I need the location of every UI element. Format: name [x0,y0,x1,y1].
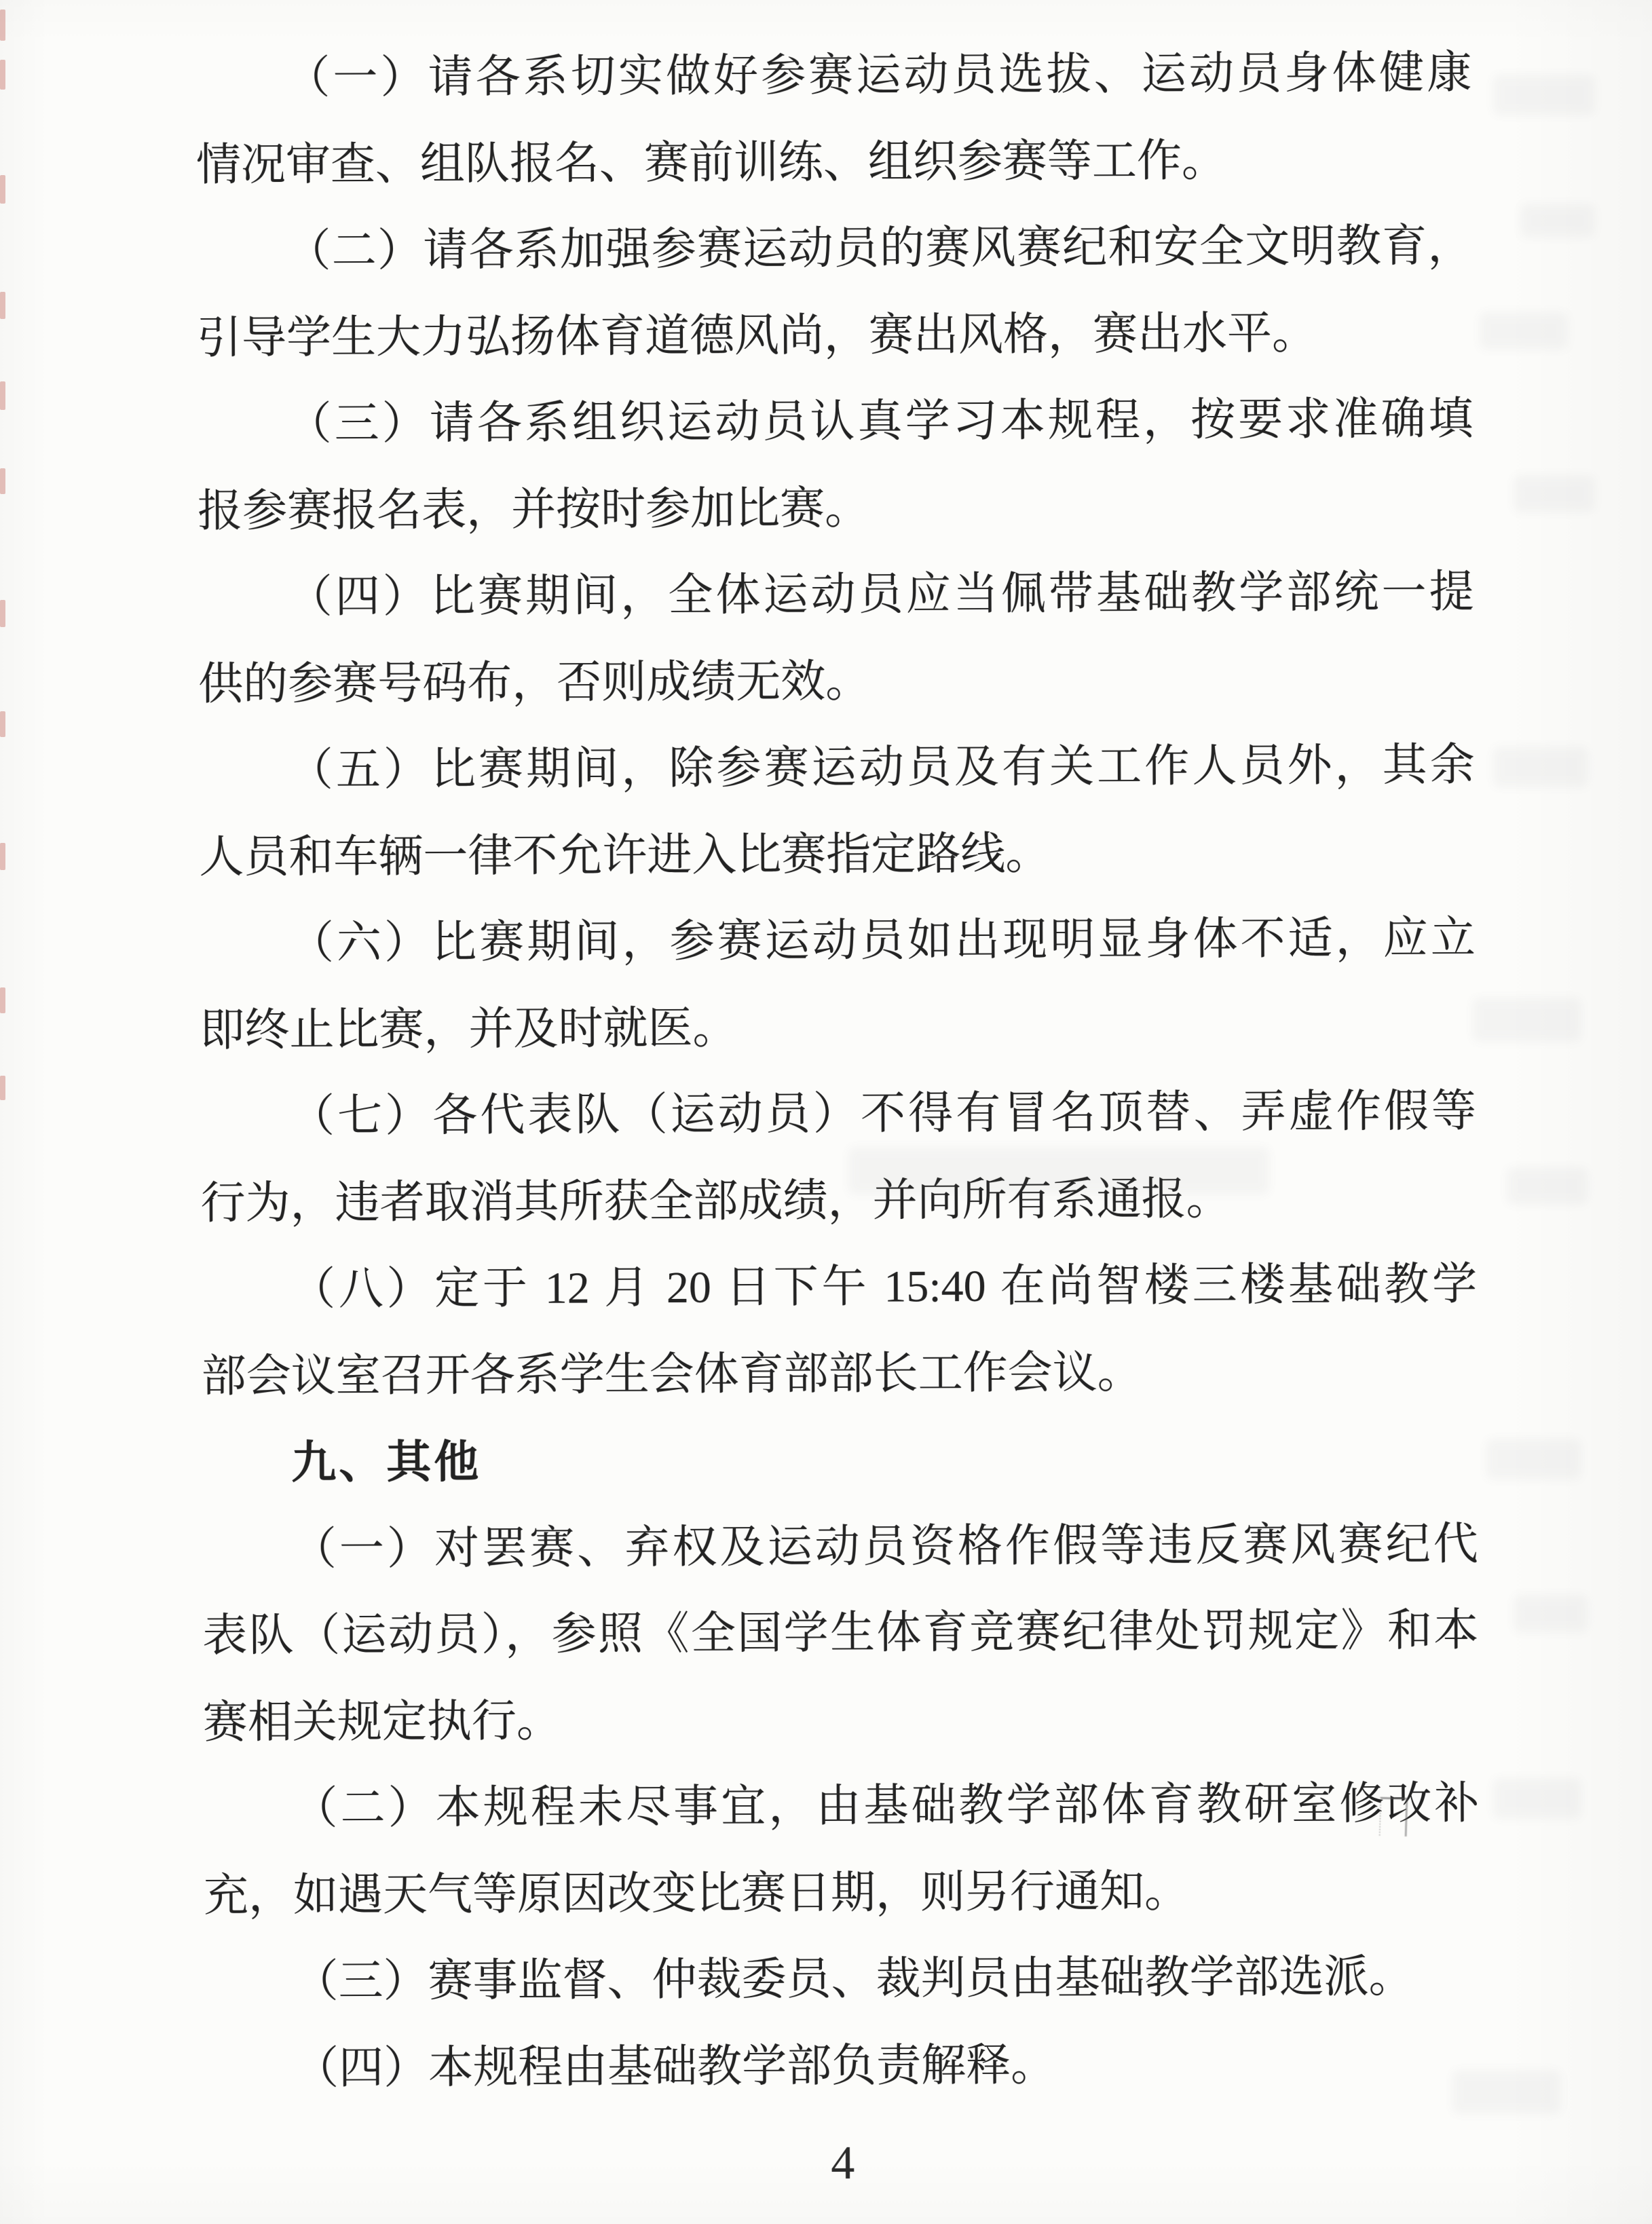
bleed-through-artifact [1452,2070,1561,2114]
bleed-through-artifact [1514,475,1595,512]
text-line: （三）赛事监督、仲裁委员、裁判员由基础教学部选派。 [293,1952,1414,2007]
scan-edge-artifact [0,843,5,870]
scan-edge-artifact [0,711,5,737]
scan-edge-artifact [0,1076,5,1100]
bleed-through-artifact [1480,312,1568,350]
scan-edge-artifact [0,600,5,627]
scan-edge-artifact [0,292,5,319]
bleed-through-artifact [848,1147,1269,1194]
text-line: 人员和车辆一律不允许进入比赛指定路线。 [199,829,1051,882]
section-heading: 九、其他 [291,1436,482,1488]
text-line: 即终止比赛，并及时就医。 [200,1003,738,1055]
text-line: 充，如遇天气等原因改变比赛日期，则另行通知。 [203,1866,1190,1921]
text-line: 行为，违者取消其所获全部成绩，并向所有系通报。 [200,1173,1231,1228]
page-number: 4 [831,2136,855,2189]
page-footer [195,0,1481,2224]
text-line: 报参赛报名表，并按时参加比赛。 [197,483,870,536]
text-line: （二）请各系加强参赛运动员的赛风赛纪和安全文明教育， [286,221,1473,276]
bleed-through-artifact [1493,75,1595,115]
bleed-through-artifact [1486,1439,1581,1479]
scan-edge-artifact [0,987,5,1013]
scan-edge-artifact [0,10,5,41]
text-line: 情况审查、组队报名、赛前训练、组织参赛等工作。 [195,135,1227,190]
text-line: 表队（运动员），参照《全国学生体育竞赛纪律处罚规定》和本 [202,1605,1479,1661]
bleed-through-artifact [1507,1167,1588,1205]
text-line: 赛相关规定执行。 [202,1696,562,1748]
bleed-through-artifact [1473,998,1581,1042]
text-line: 供的参赛号码布，否则成绩无效。 [198,656,871,709]
bleed-through-artifact [1514,1595,1588,1632]
text-line: （八）定于 12 月 20 日下午 15:40 在尚智楼三楼基础教学 [290,1259,1478,1315]
scan-edge-artifact [0,175,5,204]
text-line: （三）请各系组织运动员认真学习本规程，按要求准确填 [286,394,1473,449]
scan-edge-artifact [0,381,5,410]
scan-edge-artifact [0,60,5,90]
text-line: （七）各代表队（运动员）不得有冒名顶替、弄虚作假等 [289,1086,1477,1142]
text-line: （五）比赛期间，除参赛运动员及有关工作人员外，其余 [288,740,1475,795]
bleed-through-artifact [1493,747,1588,787]
text-line: （一）请各系切实做好参赛运动员选拔、运动员身体健康 [285,48,1472,103]
text-line: （一）对罢赛、弃权及运动员资格作假等违反赛风赛纪代 [291,1519,1478,1574]
bleed-through-artifact [1520,204,1595,238]
text-line: （二）本规程未尽事宜，由基础教学部体育教研室修改补 [293,1778,1480,1834]
text-line: （六）比赛期间，参赛运动员如出现明显身体不适，应立 [288,913,1476,968]
bleed-through-artifact [1493,1778,1581,1819]
text-line: 部会议室召开各系学生会体育部部长工作会议。 [201,1347,1142,1401]
text-line: （四）比赛期间，全体运动员应当佩带基础教学部统一提 [287,567,1474,622]
text-line: 引导学生大力弘扬体育道德风尚，赛出风格，赛出水平。 [196,308,1317,363]
scan-edge-artifact [0,468,5,494]
pencil-mark-artifact [1379,1797,1408,1836]
text-line: （四）本规程由基础教学部负责解释。 [293,2040,1056,2093]
